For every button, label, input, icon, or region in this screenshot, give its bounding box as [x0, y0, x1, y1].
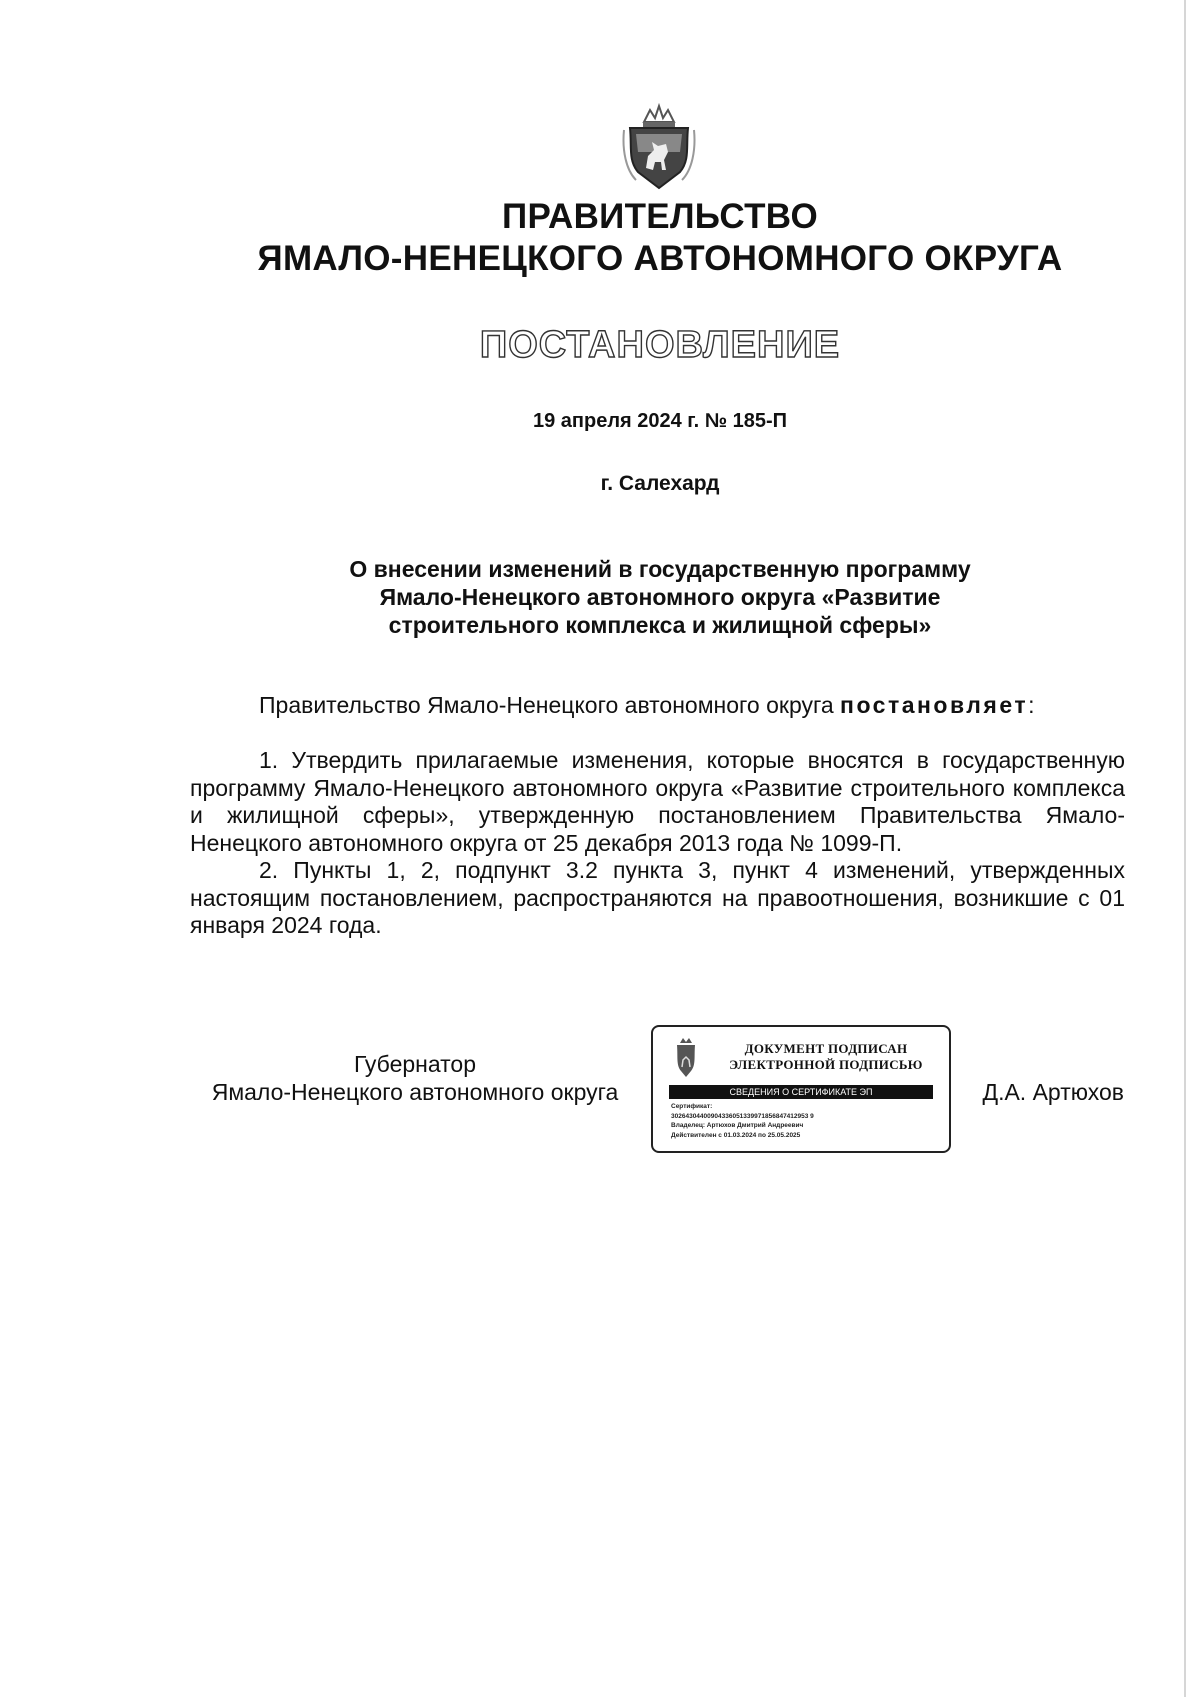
coat-of-arms-icon: [673, 1035, 699, 1079]
subject-line: О внесении изменений в государственную программу: [349, 556, 971, 582]
date-and-number: 19 апреля 2024 г. № 185-П: [532, 410, 788, 432]
stamp-certificate-bar: СВЕДЕНИЯ О СЕРТИФИКАТЕ ЭП: [669, 1085, 933, 1099]
subject-line: Ямало-Ненецкого автономного округа «Развитие: [379, 584, 941, 610]
stamp-title-line2: ЭЛЕКТРОННОЙ ПОДПИСЬЮ: [729, 1057, 923, 1072]
position-line2: Ямало-Ненецкого автономного округа: [211, 1079, 619, 1105]
preamble-keyword: постановляет: [840, 692, 1029, 718]
stamp-details: [671, 1102, 939, 1140]
position-line1: Губернатор: [353, 1051, 477, 1077]
stamp-title: [711, 1041, 941, 1073]
stamp-cert-value: 30264304400904336051339971856847412953 9: [671, 1112, 814, 1120]
government-title: [0, 196, 1200, 280]
stamp-owner: Владелец: Артюхов Дмитрий Андреевич: [671, 1122, 804, 1129]
government-line2: ЯМАЛО-НЕНЕЦКОГО АВТОНОМНОГО ОКРУГА: [257, 239, 1063, 278]
electronic-signature-stamp: [651, 1025, 951, 1153]
document-subject: [0, 555, 1200, 639]
signatory-position: [190, 1050, 640, 1106]
stamp-cert-label: Сертификат:: [671, 1103, 713, 1110]
preamble-text: Правительство Ямало-Ненецкого автономного округа: [259, 692, 841, 718]
decree-items: [190, 747, 1125, 940]
preamble-end: :: [1028, 692, 1035, 718]
document-type: ПОСТАНОВЛЕНИЕ: [479, 324, 841, 366]
stamp-title-line1: ДОКУМЕНТ ПОДПИСАН: [744, 1041, 908, 1056]
decree-item-1: 1. Утвердить прилагаемые изменения, которые вносятся в государственную программу Ямало-Ненецкого автономного округа «Развитие строительного комплекса и жилищной сферы», утвержденную постановлением Правительства Ямало-Ненецкого автономного округа от 25 декабря 2013 года № 1099-П.: [190, 747, 1125, 856]
signatory-name: Д.А. Артюхов: [982, 1079, 1124, 1105]
subject-line: строительного комплекса и жилищной сферы»: [388, 612, 932, 638]
coat-of-arms-icon: [622, 100, 696, 192]
government-line1: ПРАВИТЕЛЬСТВО: [501, 197, 818, 236]
city: г. Салехард: [600, 472, 720, 495]
stamp-validity: Действителен с 01.03.2024 по 25.05.2025: [671, 1131, 801, 1139]
preamble: [190, 692, 1125, 720]
decree-item-2: 2. Пункты 1, 2, подпункт 3.2 пункта 3, пункт 4 изменений, утвержденных настоящим постановлением, распространяются на правоотношения, возникшие с 01 января 2024 года.: [190, 857, 1125, 938]
